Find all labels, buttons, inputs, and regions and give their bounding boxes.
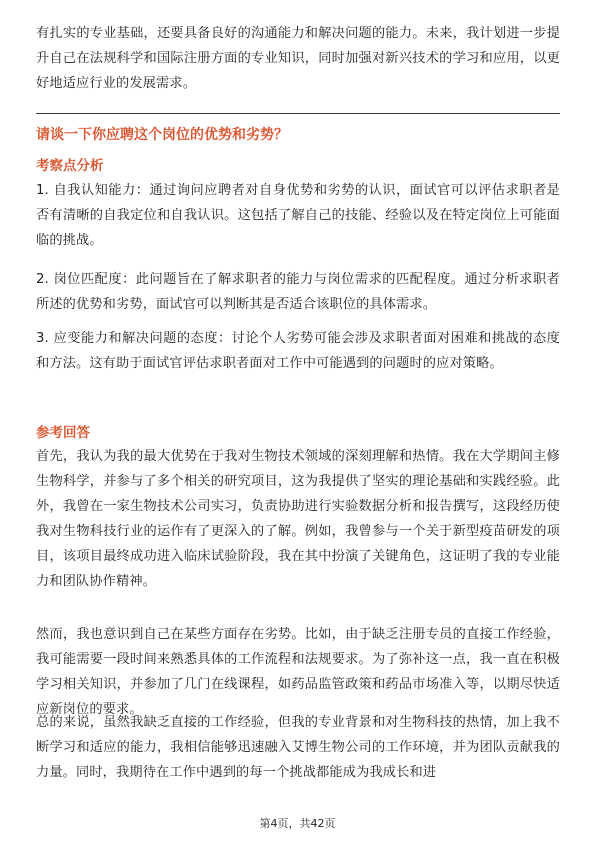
answer-paragraph-1: 首先，我认为我的最大优势在于我对生物技术领域的深刻理解和热情。我在大学期间主修生物科学，并参与了多个相关的研究项目，这为我提供了坚实的理论基础和实践经验。此外，我曾在一家生物技术公司实习，负责协助进行实验数据分析和报告撰写，这段经历使我对生物科技行业的运作有了更深入的了解。例如，我曾参与一个关于新型疫苗研发的项目，该项目最终成功进入临床试验阶段，我在其中扮演了关键角色，这证明了我的专业能力和团队协作精神。: [36, 449, 560, 589]
answer-heading: 参考回答: [36, 425, 90, 441]
analysis-item-3: 3. 应变能力和解决问题的态度：讨论个人劣势可能会涉及求职者面对困难和挑战的态度和方法。这有助于面试官评估求职者面对工作中可能遇到的问题时的应对策略。: [36, 331, 560, 371]
section-divider: [36, 113, 560, 114]
analysis-item-1: 1. 自我认知能力：通过询问应聘者对自身优势和劣势的认识，面试官可以评估求职者是否有清晰的自我定位和自我认识。这包括了解自己的技能、经验以及在特定岗位上可能面临的挑战。: [36, 183, 560, 248]
page-number: 第4页，共42页: [259, 817, 336, 830]
answer-paragraph-3: 总的来说，虽然我缺乏直接的工作经验，但我的专业背景和对生物科技的热情，加上我不断学习和适应的能力，我相信能够迅速融入艾博生物公司的工作环境，并为团队贡献我的力量。同时，我期待在工作中遇到的每一个挑战都能成为我成长和进: [36, 715, 560, 780]
intro-paragraph: 有扎实的专业基础，还要具备良好的沟通能力和解决问题的能力。未来，我计划进一步提升自己在法规科学和国际注册方面的专业知识，同时加强对新兴技术的学习和应用，以更好地适应行业的发展需求。: [36, 26, 560, 91]
answer-paragraph-2: 然而，我也意识到自己在某些方面存在劣势。比如，由于缺乏注册专员的直接工作经验，我可能需要一段时间来熟悉具体的工作流程和法规要求。为了弥补这一点，我一直在积极学习相关知识，并参加了几门在线课程，如药品监管政策和药品市场准入等，以期尽快适应新岗位的要求。: [36, 627, 560, 717]
analysis-item-2: 2. 岗位匹配度：此问题旨在了解求职者的能力与岗位需求的匹配程度。通过分析求职者所述的优势和劣势，面试官可以判断其是否适合该职位的具体需求。: [36, 272, 560, 312]
analysis-heading: 考察点分析: [36, 158, 104, 174]
question-title: 请谈一下你应聘这个岗位的优势和劣势？: [36, 127, 288, 143]
